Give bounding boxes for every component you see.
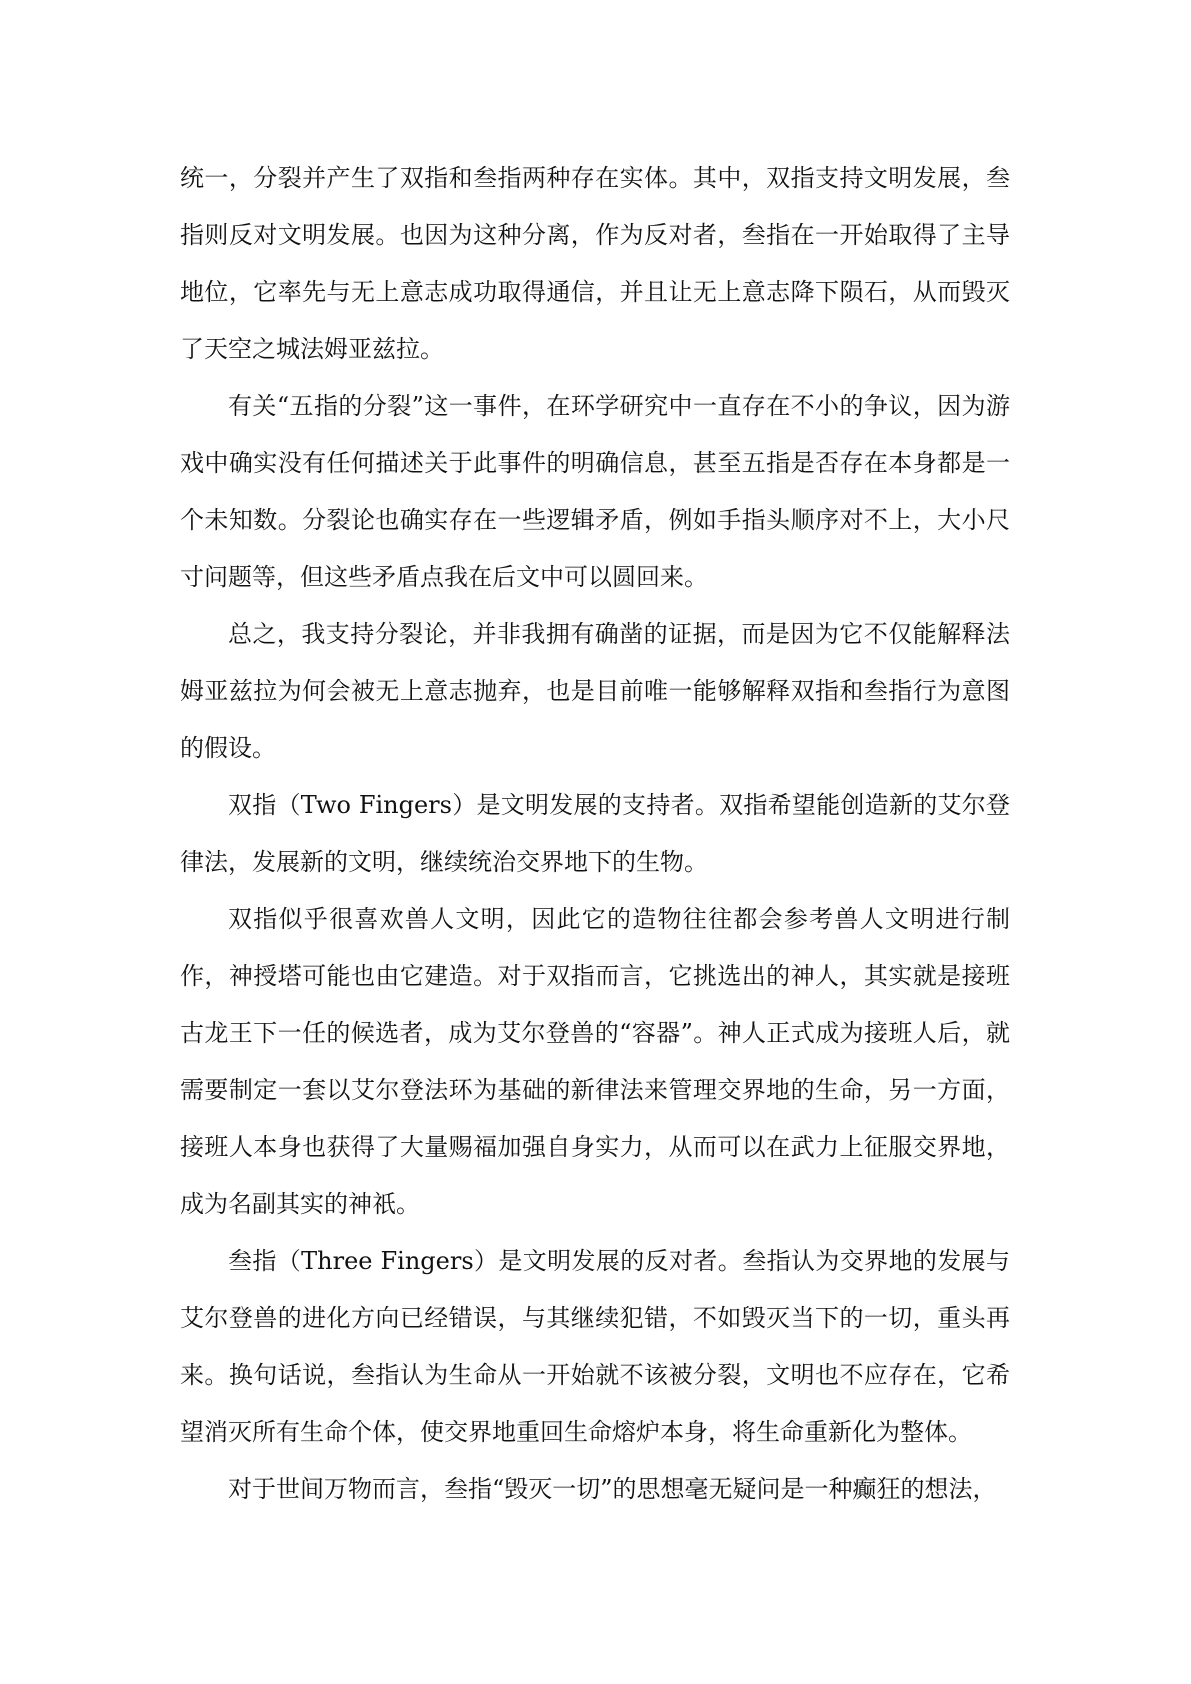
paragraph: 叁指（Three Fingers）是文明发展的反对者。叁指认为交界地的发展与艾尔登兽的进化方向已经错误，与其继续犯错，不如毁灭当下的一切，重头再来。换句话说，叁指认为生命从一开始就不该被分裂，文明也不应存在，它希望消灭所有生命个体，使交界地重回生命熔炉本身，将生命重新化为整体。: [180, 1247, 1010, 1446]
paragraph: 双指似乎很喜欢兽人文明，因此它的造物往往都会参考兽人文明进行制作，神授塔可能也由它建造。对于双指而言，它挑选出的神人，其实就是接班古龙王下一任的候选者，成为艾尔登兽的“容器”。神人正式成为接班人后，就需要制定一套以艾尔登法环为基础的新律法来管理交界地的生命，另一方面，接班人本身也获得了大量赐福加强自身实力，从而可以在武力上征服交界地，成为名副其实的神祇。: [180, 905, 1010, 1218]
paragraph: 统一，分裂并产生了双指和叁指两种存在实体。其中，双指支持文明发展，叁指则反对文明发展。也因为这种分离，作为反对者，叁指在一开始取得了主导地位，它率先与无上意志成功取得通信，并且让无上意志降下陨石，从而毁灭了天空之城法姆亚兹拉。: [180, 164, 1010, 363]
paragraph: 有关“五指的分裂”这一事件，在环学研究中一直存在不小的争议，因为游戏中确实没有任何描述关于此事件的明确信息，甚至五指是否存在本身都是一个未知数。分裂论也确实存在一些逻辑矛盾，例如手指头顺序对不上，大小尺寸问题等，但这些矛盾点我在后文中可以圆回来。: [180, 392, 1010, 591]
paragraph: 双指（Two Fingers）是文明发展的支持者。双指希望能创造新的艾尔登律法，发展新的文明，继续统治交界地下的生物。: [180, 791, 1010, 876]
document-body: [180, 150, 1010, 1518]
paragraph: 对于世间万物而言，叁指“毁灭一切”的思想毫无疑问是一种癫狂的想法，: [228, 1475, 997, 1503]
paragraph: 总之，我支持分裂论，并非我拥有确凿的证据，而是因为它不仅能解释法姆亚兹拉为何会被无上意志抛弃，也是目前唯一能够解释双指和叁指行为意图的假设。: [180, 620, 1010, 762]
